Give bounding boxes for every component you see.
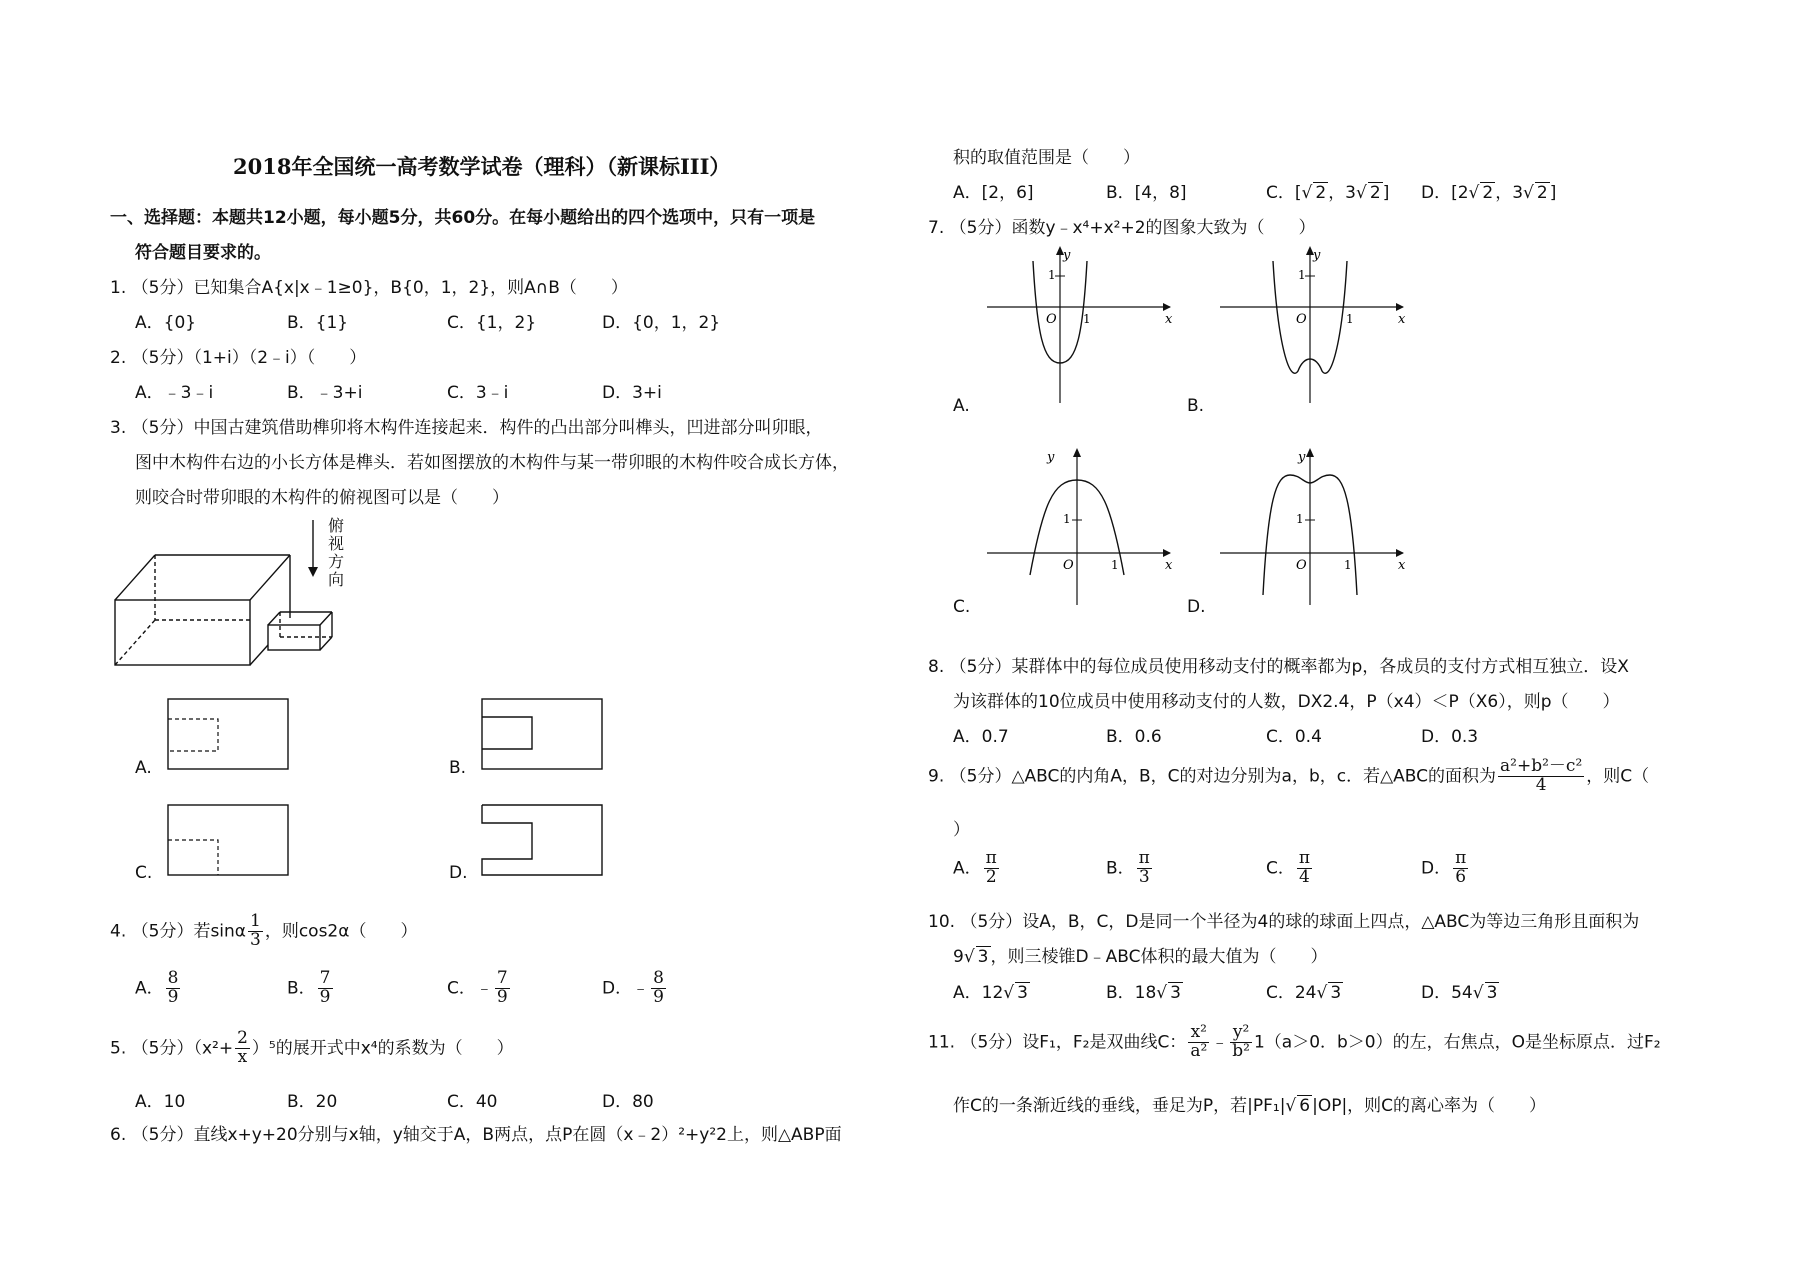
q8-option-c: C．0.4: [1266, 727, 1322, 747]
q7-option-a-label: A.: [953, 396, 970, 416]
q7b-x-label: x: [1398, 312, 1406, 327]
q7b-origin: O: [1296, 312, 1307, 327]
q5-option-a: A．10: [135, 1092, 186, 1112]
question-6-line1: 6. （5分）直线x+y+20分别与x轴，y轴交于A，B两点，点P在圆（x﹣2）²+y²2上，则△ABP面: [110, 1125, 842, 1145]
q3-option-a-label: A.: [135, 758, 152, 778]
view-direction-label: 俯 视 方 向: [328, 516, 345, 589]
question-10-line1: 10. （5分）设A，B，C，D是同一个半径为4的球的球面上四点，△ABC为等边三角形且面积为: [928, 912, 1640, 932]
q7-option-c-label: C.: [953, 597, 971, 617]
q7a-one-x: 1: [1083, 312, 1091, 326]
question-3-line3: 则咬合时带卯眼的木构件的俯视图可以是（ ）: [135, 488, 509, 508]
question-9-close: ）: [953, 820, 970, 840]
q9-option-b: B． $\frac{\pi}{3}$: [1106, 848, 1150, 887]
q2-option-b: B．﹣3+i: [287, 383, 363, 403]
q7a-origin: O: [1046, 312, 1057, 327]
q7c-origin: O: [1063, 558, 1074, 573]
question-6-line2: 积的取值范围是（ ）: [953, 148, 1140, 168]
q1-option-c: C．{1，2}: [447, 313, 537, 333]
q10-option-d: D．54√ 3: [1421, 983, 1498, 1003]
q7-graph-a: [985, 243, 1175, 408]
q3-option-d-figure: [480, 803, 606, 879]
q6-option-d: D．[2√ 2 ，3√ 2 ]: [1421, 183, 1557, 203]
q7b-y-label: y: [1313, 248, 1321, 263]
q7c-one-y: 1: [1063, 512, 1071, 526]
question-9-stem: 9. （5分）△ABC的内角A，B，C的对边分别为a，b，c．若△ABC的面积为 $\frac{\text{a²+b²－c²}}{4}$ ，则C（: [928, 756, 1650, 795]
q7b-one-x: 1: [1346, 312, 1354, 326]
question-5-stem: 5. （5分）（x²+ $\frac{2}{x}$ ）⁵的展开式中x⁴的系数为（ ）: [110, 1028, 514, 1067]
q10-option-b: B．18√ 3: [1106, 983, 1181, 1003]
q7a-x-label: x: [1165, 312, 1173, 327]
q2-option-d: D．3+i: [602, 383, 662, 403]
q10-option-c: C．24√ 3: [1266, 983, 1342, 1003]
q7d-one-x: 1: [1344, 558, 1352, 572]
q5-option-b: B．20: [287, 1092, 338, 1112]
q9-option-a: A． $\frac{\pi}{2}$: [953, 848, 997, 887]
q8-option-d: D．0.3: [1421, 727, 1479, 747]
q7d-x-label: x: [1398, 558, 1406, 573]
q7a-y-label: y: [1063, 248, 1071, 263]
q4-option-d: D．﹣ $\frac{8}{9}$: [602, 968, 664, 1007]
q8-option-b: B．0.6: [1106, 727, 1162, 747]
section-heading: 一、选择题：本题共12小题，每小题5分，共60分。在每小题给出的四个选项中，只有一项是: [110, 208, 816, 228]
q8-option-a: A．0.7: [953, 727, 1009, 747]
question-4-stem: 4. （5分）若sinα $\frac{1}{3}$ ，则cos2α（ ）: [110, 911, 418, 950]
q7-option-d-label: D.: [1187, 597, 1206, 617]
q4-option-b: B． $\frac{7}{9}$: [287, 968, 331, 1007]
q3-option-d-label: D.: [449, 863, 468, 883]
q9-option-d: D． $\frac{\pi}{6}$: [1421, 848, 1467, 887]
q7d-one-y: 1: [1296, 512, 1304, 526]
q3-option-a-figure: [166, 697, 292, 773]
q4-option-c: C．﹣ $\frac{7}{9}$: [447, 968, 508, 1007]
question-8-line1: 8. （5分）某群体中的每位成员使用移动支付的概率都为p，各成员的支付方式相互独立．设X: [928, 657, 1629, 677]
q6-option-b: B．[4，8]: [1106, 183, 1187, 203]
question-11-line2: 作C的一条渐近线的垂线，垂足为P，若|PF₁|√ 6 |OP|，则C的离心率为（ ）: [953, 1096, 1547, 1116]
question-3-line2: 图中木构件右边的小长方体是榫头．若如图摆放的木构件与某一带卯眼的木构件咬合成长方体，: [135, 453, 849, 473]
q10-option-a: A．12√ 3: [953, 983, 1028, 1003]
q4-option-a: A． $\frac{8}{9}$: [135, 968, 179, 1007]
question-7-stem: 7. （5分）函数y﹣x⁴+x²+2的图象大致为（ ）: [928, 218, 1316, 238]
question-11-stem: 11. （5分）设F₁，F₂是双曲线C： $\frac{\text{x²}}{\text{a²}}$ ﹣ $\frac{\text{y²}}{\text{b²}}$ 1（a＞0．b＞0）的左，右焦点，O是坐标原点．过F₂: [928, 1022, 1661, 1061]
q7d-y-label: y: [1298, 450, 1306, 465]
q3-option-c-figure: [166, 803, 292, 879]
q7-graph-b: [1218, 243, 1408, 408]
q3-option-b-figure: [480, 697, 606, 773]
q7-graph-c: [985, 445, 1175, 610]
q2-option-a: A．﹣3﹣i: [135, 383, 214, 403]
q3-option-b-label: B.: [449, 758, 467, 778]
q3-option-c-label: C.: [135, 863, 153, 883]
q7a-one-y: 1: [1048, 268, 1056, 282]
q7c-x-label: x: [1165, 558, 1173, 573]
q5-option-c: C．40: [447, 1092, 498, 1112]
q7-option-b-label: B.: [1187, 396, 1205, 416]
question-1-stem: 1. （5分）已知集合A{x|x﹣1≥0}，B{0，1，2}，则A∩B（ ）: [110, 278, 628, 298]
page-title: 2018年全国统一高考数学试卷（理科）（新课标III）: [233, 154, 731, 179]
q6-option-c: C．[√ 2 ，3√ 2 ]: [1266, 183, 1390, 203]
section-heading-cont: 符合题目要求的。: [135, 243, 271, 263]
question-10-line2: 9√ 3 ，则三棱锥D﹣ABC体积的最大值为（ ）: [953, 947, 1328, 967]
question-8-line2: 为该群体的10位成员中使用移动支付的人数，DX2.4，P（x4）＜P（X6），则p（ ）: [953, 692, 1620, 712]
q2-option-c: C．3﹣i: [447, 383, 509, 403]
q1-option-a: A．{0}: [135, 313, 197, 333]
q1-option-d: D．{0，1，2}: [602, 313, 721, 333]
q7-graph-d: [1218, 445, 1408, 610]
question-2-stem: 2. （5分）（1+i）（2﹣i）（ ）: [110, 348, 367, 368]
q7c-y-label: y: [1047, 450, 1055, 465]
q7c-one-x: 1: [1111, 558, 1119, 572]
q1-option-b: B．{1}: [287, 313, 349, 333]
q9-option-c: C． $\frac{\pi}{4}$: [1266, 848, 1311, 887]
q6-option-a: A．[2，6]: [953, 183, 1034, 203]
q5-option-d: D．80: [602, 1092, 654, 1112]
q7d-origin: O: [1296, 558, 1307, 573]
question-3-line1: 3. （5分）中国古建筑借助榫卯将木构件连接起来．构件的凸出部分叫榫头，凹进部分叫卯眼，: [110, 418, 823, 438]
q7b-one-y: 1: [1298, 268, 1306, 282]
